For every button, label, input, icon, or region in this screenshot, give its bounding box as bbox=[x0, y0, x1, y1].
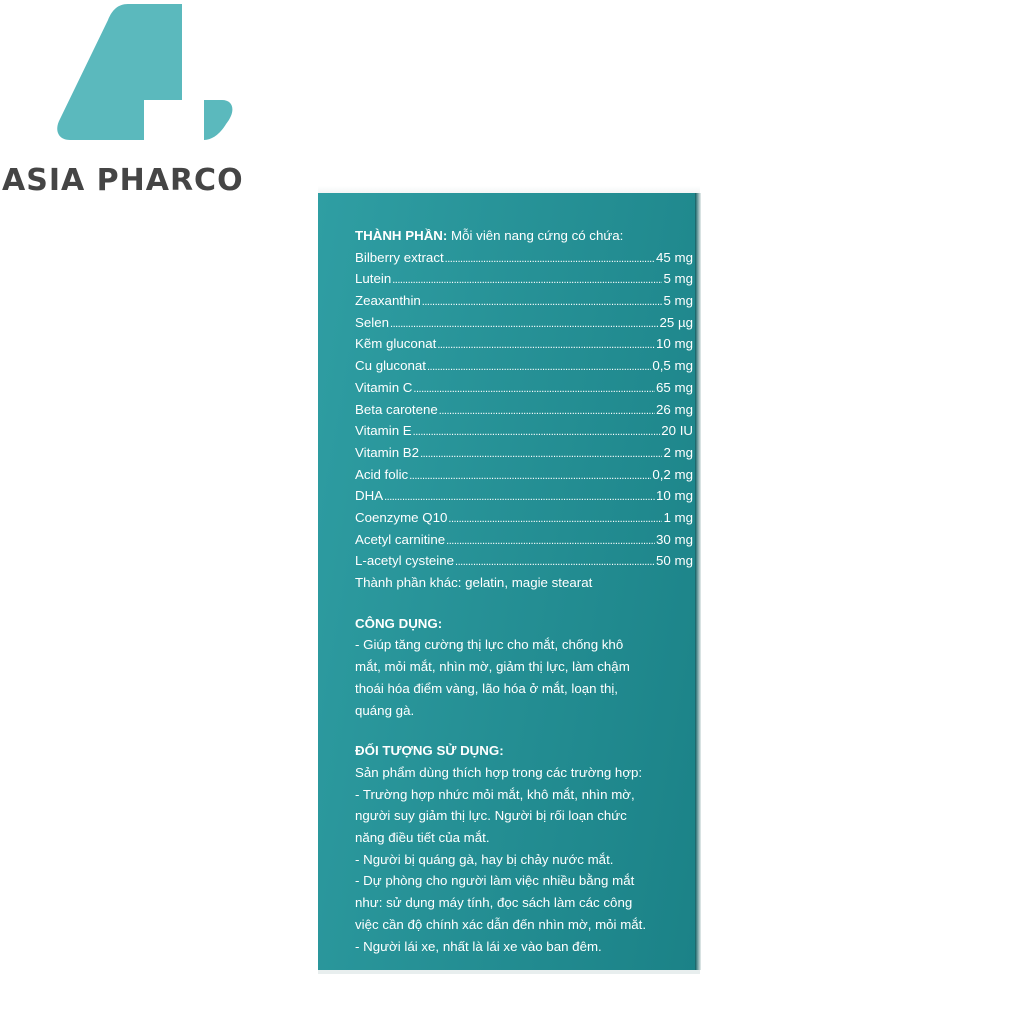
ingredient-amount: 26 mg bbox=[656, 401, 693, 417]
ingredient-row bbox=[355, 464, 693, 486]
ingredient-list bbox=[355, 247, 693, 572]
ingredient-row bbox=[355, 507, 693, 529]
leader-dots bbox=[420, 444, 662, 466]
label-content bbox=[355, 225, 693, 957]
ingredient-row bbox=[355, 355, 693, 377]
leader-dots bbox=[413, 422, 661, 444]
ingredient-name: Acid folic bbox=[355, 466, 409, 482]
leader-dots bbox=[427, 357, 651, 379]
ingredient-amount: 65 mg bbox=[656, 379, 693, 395]
ingredient-row bbox=[355, 485, 693, 507]
target-line: người suy giảm thị lực. Người bị rối loạn chức bbox=[355, 808, 627, 824]
ingredient-name: DHA bbox=[355, 488, 384, 504]
ingredient-amount: 1 mg bbox=[663, 509, 693, 525]
ingredient-row bbox=[355, 550, 693, 572]
target-line: - Dự phòng cho người làm việc nhiều bằng mắt bbox=[355, 873, 635, 889]
box-bottom-edge bbox=[318, 970, 700, 974]
logo-text: ASIA PHARCO bbox=[2, 163, 244, 198]
ingredient-amount: 20 IU bbox=[661, 423, 693, 439]
target-text bbox=[355, 762, 693, 957]
leader-dots bbox=[413, 379, 655, 401]
ingredient-row bbox=[355, 442, 693, 464]
ingredient-name: L-acetyl cysteine bbox=[355, 553, 455, 569]
ingredient-amount: 45 mg bbox=[656, 249, 693, 265]
ingredient-amount: 25 µg bbox=[659, 314, 693, 330]
leader-dots bbox=[439, 401, 655, 423]
leader-dots bbox=[446, 531, 655, 553]
uses-line: quáng gà. bbox=[355, 702, 415, 718]
ingredient-name: Bilberry extract bbox=[355, 249, 444, 265]
target-line: - Trường hợp nhức mỏi mắt, khô mắt, nhìn mờ, bbox=[355, 786, 635, 802]
ingredient-name: Lutein bbox=[355, 271, 392, 287]
ingredient-name: Beta carotene bbox=[355, 401, 438, 417]
leader-dots bbox=[392, 270, 662, 292]
ingredient-name: Kẽm gluconat bbox=[355, 336, 437, 352]
uses-line: mắt, mỏi mắt, nhìn mờ, giảm thị lực, làm chậm bbox=[355, 659, 630, 675]
ingredient-row bbox=[355, 399, 693, 421]
ingredient-amount: 0,5 mg bbox=[652, 358, 693, 374]
ingredient-row bbox=[355, 420, 693, 442]
ingredient-amount: 30 mg bbox=[656, 531, 693, 547]
ingredient-name: Zeaxanthin bbox=[355, 293, 421, 309]
uses-title: CÔNG DỤNG: bbox=[355, 615, 443, 631]
composition-intro: Mỗi viên nang cứng có chứa: bbox=[451, 228, 624, 243]
leader-dots bbox=[445, 249, 655, 271]
ingredient-amount: 5 mg bbox=[663, 271, 693, 287]
other-ingredients: Thành phần khác: gelatin, magie stearat bbox=[355, 575, 593, 591]
target-title: ĐỐI TƯỢNG SỬ DỤNG: bbox=[355, 743, 504, 759]
target-line: Sản phẩm dùng thích hợp trong các trường hợp: bbox=[355, 764, 643, 780]
ingredient-amount: 10 mg bbox=[656, 488, 693, 504]
ingredient-row bbox=[355, 312, 693, 334]
uses-line: - Giúp tăng cường thị lực cho mắt, chống khô bbox=[355, 637, 624, 653]
ingredient-name: Selen bbox=[355, 314, 390, 330]
box-right-edge bbox=[695, 193, 701, 970]
target-line: - Người lái xe, nhất là lái xe vào ban đêm. bbox=[355, 938, 602, 954]
target-line: - Người bị quáng gà, hay bị chảy nước mắt. bbox=[355, 851, 614, 867]
composition-header bbox=[355, 225, 693, 247]
ingredient-amount: 10 mg bbox=[656, 336, 693, 352]
ingredient-amount: 2 mg bbox=[663, 444, 693, 460]
ingredient-name: Coenzyme Q10 bbox=[355, 509, 448, 525]
leader-dots bbox=[390, 314, 658, 336]
uses-text bbox=[355, 634, 693, 721]
leader-dots bbox=[409, 466, 651, 488]
leader-dots bbox=[455, 552, 655, 574]
ingredient-name: Vitamin E bbox=[355, 423, 412, 439]
target-line: năng điều tiết của mắt. bbox=[355, 830, 490, 846]
ingredient-row bbox=[355, 268, 693, 290]
ingredient-name: Cu gluconat bbox=[355, 358, 426, 374]
leader-dots bbox=[448, 509, 662, 531]
ingredient-row bbox=[355, 247, 693, 269]
uses-line: thoái hóa điểm vàng, lão hóa ở mắt, loạn thị, bbox=[355, 680, 619, 696]
logo-mark-icon bbox=[0, 0, 240, 150]
target-line: như: sử dụng máy tính, đọc sách làm các công bbox=[355, 895, 633, 911]
ingredient-row bbox=[355, 290, 693, 312]
asia-pharco-logo bbox=[0, 0, 300, 210]
ingredient-name: Vitamin B2 bbox=[355, 444, 420, 460]
leader-dots bbox=[437, 335, 655, 357]
ingredient-amount: 50 mg bbox=[656, 553, 693, 569]
composition-title: THÀNH PHẦN: bbox=[355, 228, 448, 243]
ingredient-name: Acetyl carnitine bbox=[355, 531, 446, 547]
leader-dots bbox=[422, 292, 663, 314]
ingredient-row bbox=[355, 333, 693, 355]
ingredient-row bbox=[355, 377, 693, 399]
ingredient-amount: 0,2 mg bbox=[652, 466, 693, 482]
leader-dots bbox=[384, 487, 655, 509]
ingredient-name: Vitamin C bbox=[355, 379, 413, 395]
ingredient-amount: 5 mg bbox=[663, 293, 693, 309]
target-line: việc cần độ chính xác dẫn đến nhìn mờ, mỏi mắt. bbox=[355, 916, 647, 932]
ingredient-row bbox=[355, 529, 693, 551]
